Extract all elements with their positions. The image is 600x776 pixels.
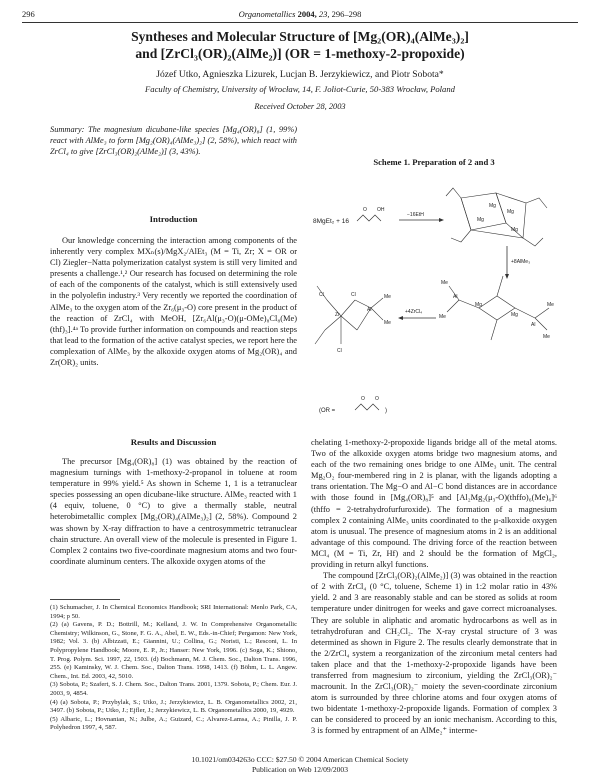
arrow-2-label: +8AlMe₃ xyxy=(511,259,531,265)
atom-label: Zr xyxy=(335,312,340,318)
methoxypropanol-structure xyxy=(357,207,385,221)
journal-pages: 296–298 xyxy=(331,9,362,19)
right-column-body xyxy=(311,437,557,737)
scheme-reactant: 8MgEt₂ + 16 xyxy=(313,218,349,225)
affiliation: Faculty of Chemistry, University of Wrocław, 14, F. Joliot-Curie, 50-383 Wrocław, Poland xyxy=(145,84,455,94)
article-title xyxy=(40,28,560,62)
scheme-or-label: (OR = xyxy=(319,408,336,414)
scheme-caption: Scheme 1. Preparation of 2 and 3 xyxy=(373,157,495,167)
title-line-2: and [ZrCl₃(OR)₂(AlMe₂)] (OR = 1-methoxy-2-propoxide) xyxy=(135,46,465,61)
received-date: Received October 28, 2003 xyxy=(254,102,346,111)
atom-label: Me xyxy=(384,294,391,300)
scheme-or-close: ) xyxy=(385,408,387,414)
atom-label: Me xyxy=(543,334,550,340)
page-footer xyxy=(0,755,600,774)
atom-label: Me xyxy=(439,314,446,320)
results-paragraph: The precursor [Mg₄(OR)₈] (1) was obtained by the reaction of magnesium turnings with 1-methoxy-2-propanol in toluene at room temperature in 99% yield.⁵ As shown in Scheme 1, 1 is a tetranuclear species possessing an open dicubane-like structure. AlMe₃ reacted with 1 (4 equiv, toluene, 0 °C) to give a thermally stable, neutral heterobimetallic complex [Mg₂(OR)₄(AlMe₃)₂] (2, 58%). Compound 2 was shown by X-ray diffraction to have a centrosymmetric tetranuclear chain structure. An overall view of the molecule is presented in Figure 1. Complex 2 contains two five-coordinate magnesium atoms and two four-coordinate aluminum centers. The alkoxide oxygen atoms of the xyxy=(50,457,297,566)
right-paragraph-2: The compound [ZrCl₃(OR)₂(AlMe₂)] (3) was obtained in the reaction of 2 with ZrCl₄ (0 °C, toluene, Scheme 1) in 1:2 molar ratio in 43% yield. 2 and 3 are reasonably stable and can be stored as solids at room temperature under dinitrogen for weeks and gave correct microanalyses. They are soluble in aliphatic and aromatic hydrocarbons as well as in tetrahydrofuran and CH₂Cl₂. The X-ray crystal structure of 3 was determined as shown in Figure 2. The results clearly demonstrate that in the 2/ZrCl₄ system a reorganization of the zirconium metal centers had taken place and that the 1-methoxy-2-propoxide ligands have been transferred from magnesium to zirconium, yielding the ZrCl₃(OR)₂⁻ macrounit. In the ZrCl₃(OR)₂⁻ moiety the seven-coordinate zirconium atom is surrounded by three chlorine atoms and four oxygen atoms of two bidentate 1-methoxy-2-propoxide ligands. Formation of complex 3 can be considered to proceed by an ionic mechanism. According to this, 3 is formed by entrapment of an AlMe₂⁺ interme- xyxy=(311,571,557,736)
atom-label: Mg xyxy=(475,302,482,308)
introduction-body xyxy=(50,235,297,368)
atom-label: Me xyxy=(384,320,391,326)
arrow-1-label: −16EtH xyxy=(407,212,424,218)
atom-label: Mg xyxy=(511,227,518,233)
compound-1-structure xyxy=(446,188,547,246)
running-header xyxy=(22,9,578,23)
atom-label: Cl xyxy=(319,292,324,298)
author-list: Józef Utko, Agnieszka Lizurek, Lucjan B. Jerzykiewicz, and Piotr Sobota* xyxy=(156,69,444,80)
compound-3-structure xyxy=(315,286,383,344)
footnote-2: (2) (a) Gavens, P. D.; Bottrill, M.; Kelland, J. W. In Comprehensive Organometallic Chemistry; Wilkinson, G., Stone, F. G. A., Abel, E. W., Eds.-in-Chief; Pergamon: New York, 1982; Vol. 3. (b) Albizzati, E.; Giannini, U.; Collina, G.; Noristi, L.; Resconi, L. In Polypropylene Handbook; Moore, E. P., Jr.; Hanser: New York, 1996. (c) Soga, K.; Shiono, T. Prog. Polym. Sci. 1997, 22, 1503. (d) Bochmann, M. J. Chem. Soc., Dalton Trans. 1996, 255. (e) Kaminsky, W. J. Chem. Soc., Dalton Trans. 1998, 1413. (f) Böhm, L. L. Angew. Chem., Int. Ed. 2003, 42, 5010. xyxy=(50,621,297,680)
header-rule xyxy=(22,22,578,23)
footnotes xyxy=(50,604,297,733)
atom-label: OH xyxy=(377,207,385,213)
journal-year: 2004, xyxy=(297,9,317,19)
footnote-3: (3) Sobota, P.; Szafert, S. J. Chem. Soc., Dalton Trans. 2001, 1379. Sobota, P.; Chem. Eur. J. 2003, 9, 4854. xyxy=(50,681,297,697)
atom-label: Mg xyxy=(489,203,496,209)
atom-label: Mg xyxy=(507,209,514,215)
arrow-3-label: +4ZrCl₄ xyxy=(405,309,423,315)
journal-volume: 23, xyxy=(318,9,330,19)
results-body xyxy=(50,456,297,567)
footnote-5: (5) Albaric, L.; Hovnanian, N.; Julbe, A.; Guizard, C.; Alvarez-Lamsa, A.; Pinilla, J. P. Polyhedron 1997, 4, 587. xyxy=(50,715,297,732)
footer-published: Publication on Web 12/09/2003 xyxy=(251,764,349,774)
compound-2-structure xyxy=(447,276,549,340)
intro-paragraph: Our knowledge concerning the interaction among components of the inherently very complex MXₙ(s)/MgX₂/AlEt₃ (M = Ti, Zr; X = OR or Cl) Ziegler−Natta polymerization catalyst system is still very limited and presents a challenge.¹,² Our research has focused on determining the role of each of the components of the catalyst, which is still extensively used in the polyolefin industry.³ Very recently we reported the coordination of AlMe₃ to the oxygen atom of the Zr₆(μ₃-O) core present in the product of the reaction of ZrCl₄ with MeOH, [Zr₆Al(μ₃-O)(μ-OMe)₈Cl₈(Me)(thf)₃].⁴ᵃ To provide further information on compounds and reaction steps that lead to the formation of the active catalyst species, we report here the complexation of AlMe₃ by the alkoxide oxygen atoms of Mg₂(OR)₄ and Zr(OR)₂ units. xyxy=(50,236,297,368)
atom-label: Mg xyxy=(511,312,518,318)
scheme-figure xyxy=(311,168,557,430)
atom-label: O xyxy=(361,396,365,402)
atom-label: Al xyxy=(367,307,372,313)
footnote-rule xyxy=(50,599,120,600)
atom-label: Me xyxy=(441,280,448,286)
page-number: 296 xyxy=(22,9,35,19)
summary-text: Summary: The magnesium dicubane-like species [Mg₄(OR)₈] (1, 99%) react with AlMe₃ to form [Mg₂(OR)₄(AlMe₃)₂] (2, 58%), which react with ZrCl₄ to give [ZrCl₃(OR)₂(AlMe₂)] (3, 43%). xyxy=(50,125,297,157)
introduction-heading: Introduction xyxy=(149,214,198,224)
atom-label: Cl xyxy=(337,348,342,354)
title-line-1: Syntheses and Molecular Structure of [Mg₂(OR)₄(AlMe₃)₂] xyxy=(131,29,469,44)
atom-label: O xyxy=(375,396,379,402)
summary-block xyxy=(50,124,297,157)
footnote-1: (1) Schumacher, J. In Chemical Economics Handbook; SRI International: Menlo Park, CA, 1994; p 50. xyxy=(50,604,297,620)
footer-doi: 10.1021/om034263o CCC: $27.50 © 2004 American Chemical Society xyxy=(191,755,409,764)
atom-label: Mg xyxy=(477,217,484,223)
scheme-drawing xyxy=(311,168,557,430)
right-paragraph-1: chelating 1-methoxy-2-propoxide ligands bridge all of the metal atoms. Two of the alkoxide oxygen atoms bridge two magnesium atoms, and each of the two remaining ones bridge to one AlMe₃ unit. The central Mg₂O₂ four-membered ring in 2 is planar, with the ligands adopting a trans orientation. The Mg−O and Al−C bond distances are in accordance with those found in [Mg₄(OR)₈]⁵ and [Al₂Mg₂(μ₃-O)(thffo)₆(Me)₆]⁶ (thffo = 2-tetrahydrofurfuroxide). The formation of a magnesium complex 2 containing AlMe₃ units coordinated to the μ-alkoxide oxygen atom is unusual. The presence of magnesium atoms in 2 is an additional advantage of this compound. The driving force of the reaction between MCl₄ (M = Ti, Zr, Hf) and 2 should be the formation of MgCl₂, providing in return alkyl functions. xyxy=(311,438,557,570)
journal-citation xyxy=(22,9,578,19)
atom-label: Al xyxy=(531,322,536,328)
journal-name: Organometallics xyxy=(238,9,296,19)
atom-label: Cl xyxy=(351,292,356,298)
atom-label: Me xyxy=(547,302,554,308)
atom-label: Al xyxy=(453,294,458,300)
footnote-4: (4) (a) Sobota, P.; Przybylak, S.; Utko, J.; Jerzykiewicz, L. B. Organometallics 2002, 21, 3497. (b) Sobota, P.; Utko, J.; Ejfler, J.; Jerzykiewicz, L. B. Organometallics 2000, 19, 4929. xyxy=(50,698,297,715)
alkoxide-structure xyxy=(355,404,379,410)
results-heading: Results and Discussion xyxy=(130,437,217,447)
atom-label: O xyxy=(363,207,367,213)
